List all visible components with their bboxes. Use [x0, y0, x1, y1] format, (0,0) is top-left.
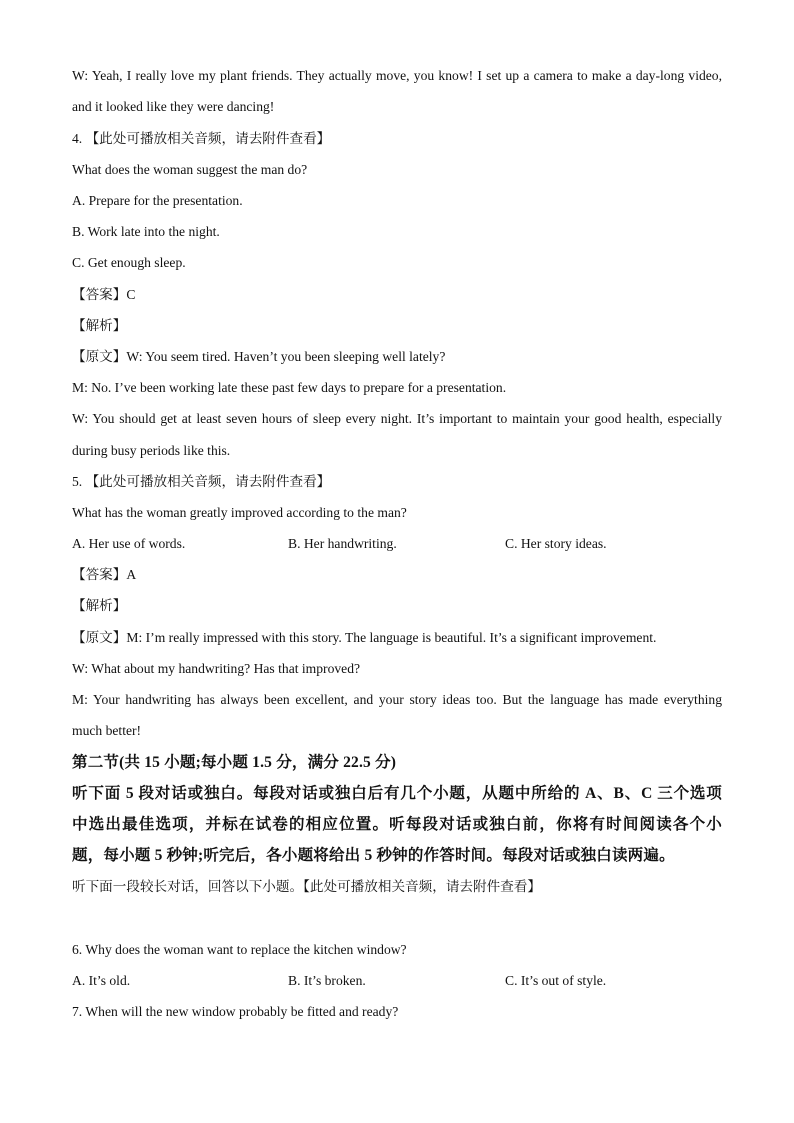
- q6-option-a: A. It’s old.: [72, 973, 131, 988]
- q4-option-c: C. Get enough sleep.: [72, 255, 186, 270]
- q4-question: What does the woman suggest the man do?: [72, 162, 308, 177]
- q6-option-b: B. It’s broken.: [288, 973, 366, 988]
- q4-answer: 【答案】C: [72, 287, 136, 302]
- q5-header: 5. 【此处可播放相关音频，请去附件查看】: [72, 474, 331, 489]
- q5-analysis: 【解析】: [72, 598, 127, 613]
- q4-option-a: A. Prepare for the presentation.: [72, 193, 243, 208]
- q3-transcript-line: W: Yeah, I really love my plant friends. They actually move, you know! I set up a camera to make a day-long video,: [72, 68, 722, 83]
- q4-transcript-line: W: You should get at least seven hours of sleep every night. It’s important to maintain your good health, especially: [72, 411, 722, 426]
- q4-option-b: B. Work late into the night.: [72, 224, 220, 239]
- q5-option-b: B. Her handwriting.: [288, 536, 397, 551]
- q4-transcript-line: M: No. I’ve been working late these past few days to prepare for a presentation.: [72, 380, 507, 395]
- q5-option-c: C. Her story ideas.: [505, 536, 607, 551]
- q5-transcript-line: much better!: [72, 723, 142, 738]
- q5-transcript-line: W: What about my handwriting? Has that improved?: [72, 661, 361, 676]
- q4-transcript-line: during busy periods like this.: [72, 443, 231, 458]
- q4-transcript-line: 【原文】W: You seem tired. Haven’t you been sleeping well lately?: [72, 349, 446, 364]
- audio-note: 听下面一段较长对话，回答以下小题。【此处可播放相关音频，请去附件查看】: [72, 879, 541, 894]
- section-instructions-line: 题，每小题 5 秒钟;听完后，各小题将给出 5 秒钟的作答时间。每段对话或独白读两遍。: [72, 847, 675, 864]
- q5-answer: 【答案】A: [72, 567, 137, 582]
- q5-transcript-line: 【原文】M: I’m really impressed with this story. The language is beautiful. It’s a significant improvement.: [72, 630, 657, 645]
- q4-header: 4. 【此处可播放相关音频，请去附件查看】: [72, 131, 331, 146]
- q5-transcript-line: M: Your handwriting has always been excellent, and your story ideas too. But the language has made everything: [72, 692, 722, 707]
- q3-transcript-line: and it looked like they were dancing!: [72, 99, 275, 114]
- q7-question: 7. When will the new window probably be fitted and ready?: [72, 1004, 399, 1019]
- q5-option-a: A. Her use of words.: [72, 536, 186, 551]
- section-title: 第二节(共 15 小题;每小题 1.5 分，满分 22.5 分): [72, 754, 397, 771]
- section-instructions-line: 中选出最佳选项，并标在试卷的相应位置。听每段对话或独白前，你将有时间阅读各个小: [72, 816, 722, 833]
- q6-option-c: C. It’s out of style.: [505, 973, 607, 988]
- q6-question: 6. Why does the woman want to replace the kitchen window?: [72, 942, 407, 957]
- q4-analysis: 【解析】: [72, 318, 127, 333]
- q5-question: What has the woman greatly improved according to the man?: [72, 505, 407, 520]
- section-instructions-line: 听下面 5 段对话或独白。每段对话或独白后有几个小题，从题中所给的 A、B、C 三个选项: [72, 785, 722, 802]
